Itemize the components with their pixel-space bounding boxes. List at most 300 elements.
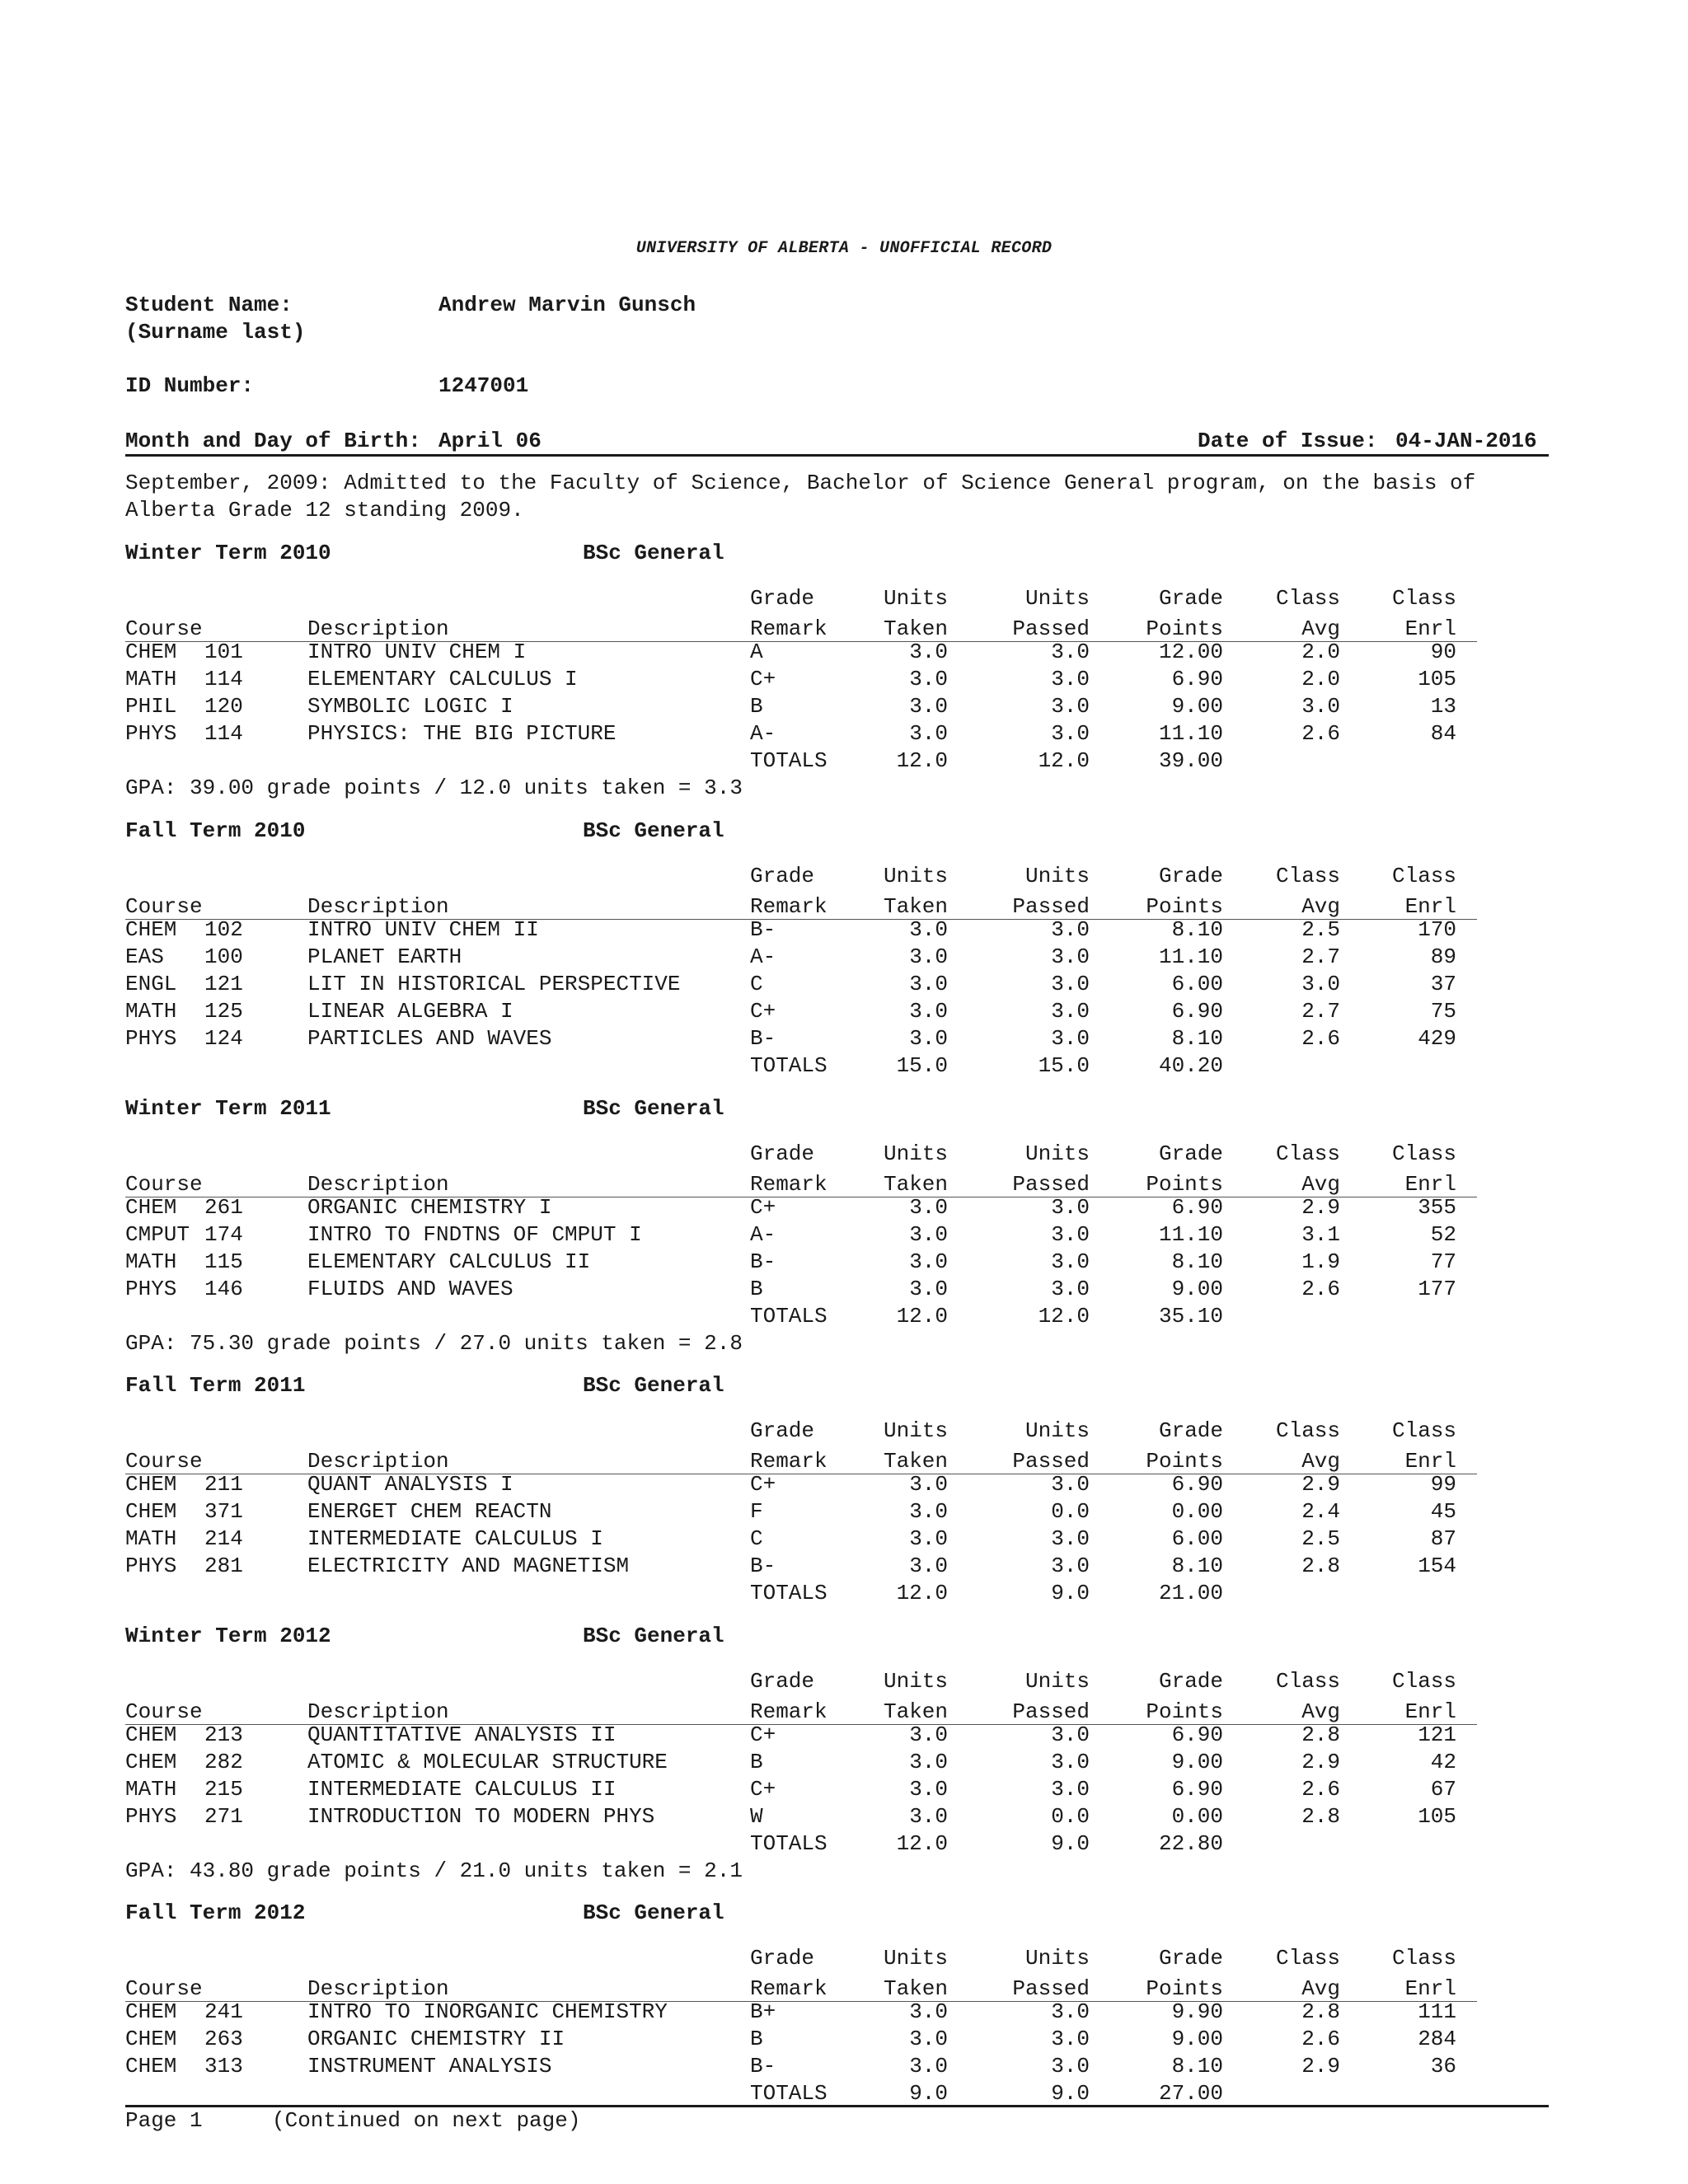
course-grade-points: 6.90 bbox=[1171, 999, 1223, 1024]
course-class-enrl: 52 bbox=[1430, 1222, 1456, 1247]
course-number: 215 bbox=[204, 1777, 243, 1802]
course-class-enrl: 121 bbox=[1418, 1722, 1456, 1747]
course-units-taken: 3.0 bbox=[909, 1777, 948, 1802]
course-class-enrl: 111 bbox=[1418, 1999, 1456, 2024]
course-class-avg: 2.8 bbox=[1301, 1722, 1340, 1747]
course-units-taken: 3.0 bbox=[909, 2027, 948, 2051]
totals-grade-points: 39.00 bbox=[1158, 748, 1223, 773]
birth-value: April 06 bbox=[438, 429, 542, 453]
column-header-description: Description bbox=[307, 894, 449, 919]
course-units-taken: 3.0 bbox=[909, 1499, 948, 1524]
course-subject: PHYS bbox=[125, 1554, 177, 1578]
column-header-top: Class bbox=[1275, 1418, 1340, 1443]
column-header-top: Grade bbox=[1158, 864, 1223, 888]
course-number: 281 bbox=[204, 1554, 243, 1578]
course-class-avg: 3.1 bbox=[1301, 1222, 1340, 1247]
course-number: 100 bbox=[204, 944, 243, 969]
column-header-points: Points bbox=[1146, 616, 1223, 641]
course-grade: C bbox=[750, 972, 763, 996]
student-name-label: Student Name: bbox=[125, 293, 293, 317]
course-class-avg: 2.8 bbox=[1301, 1554, 1340, 1578]
column-header-course: Course bbox=[125, 616, 203, 641]
course-units-passed: 3.0 bbox=[1051, 999, 1090, 1024]
totals-grade-points: 21.00 bbox=[1158, 1581, 1223, 1605]
column-header-avg: Avg bbox=[1301, 616, 1340, 641]
course-grade: C bbox=[750, 1526, 763, 1551]
column-header-top: Class bbox=[1275, 1141, 1340, 1166]
course-units-taken: 3.0 bbox=[909, 1526, 948, 1551]
term-title: Winter Term 2012 bbox=[125, 1624, 331, 1648]
course-grade: B bbox=[750, 1277, 763, 1301]
column-header-remark: Remark bbox=[750, 1976, 828, 2001]
term-title: Fall Term 2011 bbox=[125, 1373, 306, 1398]
column-header-top: Class bbox=[1275, 1669, 1340, 1694]
column-header-remark: Remark bbox=[750, 1172, 828, 1197]
column-header-grade: Grade bbox=[750, 864, 815, 888]
course-class-avg: 2.8 bbox=[1301, 1804, 1340, 1829]
course-class-enrl: 105 bbox=[1418, 1804, 1456, 1829]
column-header-description: Description bbox=[307, 1449, 449, 1474]
course-number: 120 bbox=[204, 694, 243, 719]
column-header-enrl: Enrl bbox=[1404, 894, 1456, 919]
course-grade: F bbox=[750, 1499, 763, 1524]
totals-units-passed: 9.0 bbox=[1051, 2081, 1090, 2106]
course-number: 213 bbox=[204, 1722, 243, 1747]
column-header-avg: Avg bbox=[1301, 1449, 1340, 1474]
column-header-avg: Avg bbox=[1301, 1699, 1340, 1724]
course-class-avg: 2.5 bbox=[1301, 917, 1340, 942]
column-header-grade: Grade bbox=[750, 1141, 815, 1166]
column-header-top: Class bbox=[1391, 1141, 1456, 1166]
course-subject: CHEM bbox=[125, 1499, 177, 1524]
course-units-taken: 3.0 bbox=[909, 1999, 948, 2024]
column-header-top: Units bbox=[1025, 864, 1090, 888]
course-units-passed: 3.0 bbox=[1051, 1277, 1090, 1301]
course-grade-points: 6.90 bbox=[1171, 1472, 1223, 1497]
course-grade: B+ bbox=[750, 1999, 776, 2024]
course-class-avg: 2.9 bbox=[1301, 2054, 1340, 2079]
column-header-top: Grade bbox=[1158, 1141, 1223, 1166]
course-grade: A bbox=[750, 640, 763, 664]
course-units-passed: 0.0 bbox=[1051, 1499, 1090, 1524]
course-subject: PHYS bbox=[125, 1277, 177, 1301]
course-units-taken: 3.0 bbox=[909, 694, 948, 719]
column-header-top: Units bbox=[883, 586, 948, 611]
course-units-taken: 3.0 bbox=[909, 667, 948, 691]
course-description: ENERGET CHEM REACTN bbox=[307, 1499, 552, 1524]
course-number: 271 bbox=[204, 1804, 243, 1829]
course-units-taken: 3.0 bbox=[909, 721, 948, 746]
course-grade: B- bbox=[750, 1026, 776, 1051]
course-class-enrl: 87 bbox=[1430, 1526, 1456, 1551]
totals-units-taken: 12.0 bbox=[896, 1831, 948, 1856]
course-units-taken: 3.0 bbox=[909, 1804, 948, 1829]
course-grade-points: 11.10 bbox=[1158, 944, 1223, 969]
course-grade-points: 8.10 bbox=[1171, 1026, 1223, 1051]
course-units-taken: 3.0 bbox=[909, 640, 948, 664]
course-grade: B- bbox=[750, 917, 776, 942]
course-class-avg: 2.7 bbox=[1301, 944, 1340, 969]
course-number: 261 bbox=[204, 1195, 243, 1220]
course-subject: CHEM bbox=[125, 1999, 177, 2024]
course-subject: CHEM bbox=[125, 2027, 177, 2051]
course-units-taken: 3.0 bbox=[909, 1554, 948, 1578]
course-units-passed: 3.0 bbox=[1051, 667, 1090, 691]
course-class-enrl: 42 bbox=[1430, 1750, 1456, 1774]
course-subject: CMPUT bbox=[125, 1222, 190, 1247]
column-header-remark: Remark bbox=[750, 616, 828, 641]
column-header-enrl: Enrl bbox=[1404, 1699, 1456, 1724]
column-header-top: Units bbox=[883, 1946, 948, 1971]
course-description: INTERMEDIATE CALCULUS II bbox=[307, 1777, 617, 1802]
column-header-description: Description bbox=[307, 1976, 449, 2001]
course-number: 146 bbox=[204, 1277, 243, 1301]
column-header-taken: Taken bbox=[883, 616, 948, 641]
course-class-avg: 2.6 bbox=[1301, 721, 1340, 746]
course-description: INTERMEDIATE CALCULUS I bbox=[307, 1526, 603, 1551]
column-header-taken: Taken bbox=[883, 1172, 948, 1197]
totals-units-taken: 15.0 bbox=[896, 1053, 948, 1078]
column-header-passed: Passed bbox=[1012, 1449, 1090, 1474]
course-number: 313 bbox=[204, 2054, 243, 2079]
course-subject: ENGL bbox=[125, 972, 177, 996]
course-grade: B- bbox=[750, 2054, 776, 2079]
course-grade: C+ bbox=[750, 1722, 776, 1747]
column-header-description: Description bbox=[307, 616, 449, 641]
course-number: 124 bbox=[204, 1026, 243, 1051]
course-units-taken: 3.0 bbox=[909, 972, 948, 996]
course-description: INTRO TO FNDTNS OF CMPUT I bbox=[307, 1222, 642, 1247]
course-class-enrl: 355 bbox=[1418, 1195, 1456, 1220]
term-program: BSc General bbox=[583, 1624, 724, 1648]
course-units-passed: 3.0 bbox=[1051, 972, 1090, 996]
continued-note: (Continued on next page) bbox=[272, 2108, 581, 2133]
column-header-points: Points bbox=[1146, 1449, 1223, 1474]
column-header-description: Description bbox=[307, 1172, 449, 1197]
course-number: 114 bbox=[204, 721, 243, 746]
column-header-course: Course bbox=[125, 1699, 203, 1724]
course-units-taken: 3.0 bbox=[909, 1222, 948, 1247]
course-units-taken: 3.0 bbox=[909, 1195, 948, 1220]
column-header-avg: Avg bbox=[1301, 894, 1340, 919]
course-description: INTRO TO INORGANIC CHEMISTRY bbox=[307, 1999, 668, 2024]
totals-grade-points: 40.20 bbox=[1158, 1053, 1223, 1078]
course-grade: B bbox=[750, 1750, 763, 1774]
course-number: 115 bbox=[204, 1249, 243, 1274]
course-grade-points: 9.00 bbox=[1171, 2027, 1223, 2051]
id-number-value: 1247001 bbox=[438, 373, 529, 398]
course-grade: C+ bbox=[750, 1777, 776, 1802]
column-header-grade: Grade bbox=[750, 1669, 815, 1694]
student-name-value: Andrew Marvin Gunsch bbox=[438, 293, 696, 317]
course-units-passed: 3.0 bbox=[1051, 1999, 1090, 2024]
column-header-top: Units bbox=[883, 1418, 948, 1443]
course-units-taken: 3.0 bbox=[909, 944, 948, 969]
course-units-passed: 3.0 bbox=[1051, 2027, 1090, 2051]
course-units-taken: 3.0 bbox=[909, 1472, 948, 1497]
column-header-points: Points bbox=[1146, 894, 1223, 919]
column-header-remark: Remark bbox=[750, 1699, 828, 1724]
course-subject: MATH bbox=[125, 999, 177, 1024]
course-units-passed: 0.0 bbox=[1051, 1804, 1090, 1829]
totals-units-passed: 15.0 bbox=[1038, 1053, 1090, 1078]
column-header-top: Class bbox=[1275, 864, 1340, 888]
course-units-passed: 3.0 bbox=[1051, 1222, 1090, 1247]
course-class-avg: 2.9 bbox=[1301, 1750, 1340, 1774]
totals-label: TOTALS bbox=[750, 1581, 828, 1605]
course-grade: B- bbox=[750, 1554, 776, 1578]
course-grade-points: 6.90 bbox=[1171, 1195, 1223, 1220]
course-subject: MATH bbox=[125, 1249, 177, 1274]
course-description: SYMBOLIC LOGIC I bbox=[307, 694, 513, 719]
totals-grade-points: 35.10 bbox=[1158, 1304, 1223, 1329]
course-description: INTRO UNIV CHEM II bbox=[307, 917, 539, 942]
course-description: PLANET EARTH bbox=[307, 944, 462, 969]
course-class-enrl: 84 bbox=[1430, 721, 1456, 746]
course-number: 125 bbox=[204, 999, 243, 1024]
course-number: 101 bbox=[204, 640, 243, 664]
course-units-passed: 3.0 bbox=[1051, 1722, 1090, 1747]
column-header-top: Units bbox=[1025, 1669, 1090, 1694]
course-class-enrl: 89 bbox=[1430, 944, 1456, 969]
course-units-passed: 3.0 bbox=[1051, 917, 1090, 942]
term-gpa: GPA: 43.80 grade points / 21.0 units taken = 2.1 bbox=[125, 1858, 743, 1883]
course-units-passed: 3.0 bbox=[1051, 1750, 1090, 1774]
course-units-passed: 3.0 bbox=[1051, 1777, 1090, 1802]
column-header-top: Units bbox=[1025, 586, 1090, 611]
term-program: BSc General bbox=[583, 1096, 724, 1121]
course-units-passed: 3.0 bbox=[1051, 1195, 1090, 1220]
course-grade: B bbox=[750, 2027, 763, 2051]
column-header-enrl: Enrl bbox=[1404, 616, 1456, 641]
totals-grade-points: 22.80 bbox=[1158, 1831, 1223, 1856]
id-number-label: ID Number: bbox=[125, 373, 255, 398]
term-program: BSc General bbox=[583, 1373, 724, 1398]
column-header-passed: Passed bbox=[1012, 1699, 1090, 1724]
course-class-avg: 2.9 bbox=[1301, 1195, 1340, 1220]
column-header-top: Grade bbox=[1158, 586, 1223, 611]
course-number: 263 bbox=[204, 2027, 243, 2051]
course-number: 371 bbox=[204, 1499, 243, 1524]
course-units-passed: 3.0 bbox=[1051, 721, 1090, 746]
course-description: ELEMENTARY CALCULUS I bbox=[307, 667, 578, 691]
issue-date-value: 04-JAN-2016 bbox=[1395, 429, 1537, 453]
course-units-taken: 3.0 bbox=[909, 1026, 948, 1051]
course-subject: MATH bbox=[125, 667, 177, 691]
course-class-avg: 3.0 bbox=[1301, 694, 1340, 719]
course-class-enrl: 105 bbox=[1418, 667, 1456, 691]
course-class-enrl: 284 bbox=[1418, 2027, 1456, 2051]
course-class-enrl: 67 bbox=[1430, 1777, 1456, 1802]
column-header-top: Units bbox=[883, 1669, 948, 1694]
course-description: ELEMENTARY CALCULUS II bbox=[307, 1249, 591, 1274]
document-title: UNIVERSITY OF ALBERTA - UNOFFICIAL RECORD bbox=[635, 239, 1053, 258]
course-subject: CHEM bbox=[125, 917, 177, 942]
course-grade-points: 12.00 bbox=[1158, 640, 1223, 664]
totals-units-passed: 9.0 bbox=[1051, 1831, 1090, 1856]
course-class-avg: 2.6 bbox=[1301, 2027, 1340, 2051]
course-grade-points: 8.10 bbox=[1171, 2054, 1223, 2079]
column-header-course: Course bbox=[125, 1172, 203, 1197]
course-grade-points: 8.10 bbox=[1171, 1554, 1223, 1578]
column-header-enrl: Enrl bbox=[1404, 1449, 1456, 1474]
course-class-enrl: 77 bbox=[1430, 1249, 1456, 1274]
admission-line-2: Alberta Grade 12 standing 2009. bbox=[125, 498, 524, 523]
totals-grade-points: 27.00 bbox=[1158, 2081, 1223, 2106]
course-units-passed: 3.0 bbox=[1051, 1249, 1090, 1274]
course-class-avg: 2.9 bbox=[1301, 1472, 1340, 1497]
totals-label: TOTALS bbox=[750, 1053, 828, 1078]
column-header-remark: Remark bbox=[750, 1449, 828, 1474]
column-header-top: Class bbox=[1275, 1946, 1340, 1971]
course-subject: CHEM bbox=[125, 1195, 177, 1220]
column-header-top: Grade bbox=[1158, 1669, 1223, 1694]
course-subject: MATH bbox=[125, 1777, 177, 1802]
term-gpa: GPA: 39.00 grade points / 12.0 units taken = 3.3 bbox=[125, 776, 743, 800]
course-description: INSTRUMENT ANALYSIS bbox=[307, 2054, 552, 2079]
course-grade: B- bbox=[750, 1249, 776, 1274]
term-program: BSc General bbox=[583, 818, 724, 843]
course-class-avg: 2.0 bbox=[1301, 640, 1340, 664]
column-header-top: Class bbox=[1391, 1418, 1456, 1443]
course-grade: A- bbox=[750, 944, 776, 969]
course-grade-points: 9.00 bbox=[1171, 1277, 1223, 1301]
course-units-passed: 3.0 bbox=[1051, 640, 1090, 664]
column-header-course: Course bbox=[125, 1449, 203, 1474]
course-description: LIT IN HISTORICAL PERSPECTIVE bbox=[307, 972, 681, 996]
course-grade-points: 11.10 bbox=[1158, 721, 1223, 746]
course-number: 214 bbox=[204, 1526, 243, 1551]
course-class-avg: 2.6 bbox=[1301, 1026, 1340, 1051]
term-title: Winter Term 2010 bbox=[125, 541, 331, 565]
course-grade-points: 6.90 bbox=[1171, 1722, 1223, 1747]
course-subject: CHEM bbox=[125, 2054, 177, 2079]
column-header-course: Course bbox=[125, 894, 203, 919]
admission-line-1: September, 2009: Admitted to the Faculty of Science, Bachelor of Science General program, on the basis of bbox=[125, 471, 1476, 495]
course-class-avg: 2.6 bbox=[1301, 1277, 1340, 1301]
course-description: QUANT ANALYSIS I bbox=[307, 1472, 513, 1497]
course-class-enrl: 36 bbox=[1430, 2054, 1456, 2079]
column-header-top: Class bbox=[1391, 864, 1456, 888]
column-header-top: Class bbox=[1391, 586, 1456, 611]
issue-date-label: Date of Issue: bbox=[1198, 429, 1378, 453]
totals-units-taken: 12.0 bbox=[896, 1581, 948, 1605]
course-units-taken: 3.0 bbox=[909, 1722, 948, 1747]
course-subject: EAS bbox=[125, 944, 164, 969]
column-header-avg: Avg bbox=[1301, 1172, 1340, 1197]
page-number: Page 1 bbox=[125, 2108, 203, 2133]
course-class-avg: 2.0 bbox=[1301, 667, 1340, 691]
column-header-top: Class bbox=[1391, 1946, 1456, 1971]
course-units-passed: 3.0 bbox=[1051, 694, 1090, 719]
column-header-taken: Taken bbox=[883, 1976, 948, 2001]
course-class-enrl: 75 bbox=[1430, 999, 1456, 1024]
column-header-grade: Grade bbox=[750, 586, 815, 611]
student-name-sublabel: (Surname last) bbox=[125, 320, 306, 344]
course-grade: C+ bbox=[750, 667, 776, 691]
column-header-passed: Passed bbox=[1012, 894, 1090, 919]
totals-label: TOTALS bbox=[750, 2081, 828, 2106]
course-units-passed: 3.0 bbox=[1051, 1026, 1090, 1051]
term-program: BSc General bbox=[583, 541, 724, 565]
course-class-enrl: 99 bbox=[1430, 1472, 1456, 1497]
course-grade-points: 8.10 bbox=[1171, 1249, 1223, 1274]
course-subject: CHEM bbox=[125, 1722, 177, 1747]
course-subject: PHYS bbox=[125, 721, 177, 746]
column-header-top: Class bbox=[1275, 586, 1340, 611]
course-class-avg: 2.4 bbox=[1301, 1499, 1340, 1524]
course-class-enrl: 154 bbox=[1418, 1554, 1456, 1578]
course-units-taken: 3.0 bbox=[909, 2054, 948, 2079]
column-header-top: Grade bbox=[1158, 1946, 1223, 1971]
course-grade: B bbox=[750, 694, 763, 719]
course-units-passed: 3.0 bbox=[1051, 1526, 1090, 1551]
course-grade: C+ bbox=[750, 1195, 776, 1220]
column-header-top: Units bbox=[1025, 1946, 1090, 1971]
course-grade: A- bbox=[750, 1222, 776, 1247]
course-class-enrl: 45 bbox=[1430, 1499, 1456, 1524]
column-header-taken: Taken bbox=[883, 1699, 948, 1724]
course-subject: PHYS bbox=[125, 1026, 177, 1051]
course-number: 174 bbox=[204, 1222, 243, 1247]
term-title: Fall Term 2010 bbox=[125, 818, 306, 843]
course-grade-points: 8.10 bbox=[1171, 917, 1223, 942]
column-header-remark: Remark bbox=[750, 894, 828, 919]
column-header-top: Grade bbox=[1158, 1418, 1223, 1443]
column-header-top: Units bbox=[1025, 1418, 1090, 1443]
totals-units-taken: 12.0 bbox=[896, 1304, 948, 1329]
course-grade-points: 6.90 bbox=[1171, 1777, 1223, 1802]
totals-units-taken: 12.0 bbox=[896, 748, 948, 773]
course-units-passed: 3.0 bbox=[1051, 1472, 1090, 1497]
course-description: PARTICLES AND WAVES bbox=[307, 1026, 552, 1051]
totals-units-taken: 9.0 bbox=[909, 2081, 948, 2106]
course-number: 282 bbox=[204, 1750, 243, 1774]
totals-label: TOTALS bbox=[750, 1304, 828, 1329]
birth-label: Month and Day of Birth: bbox=[125, 429, 421, 453]
totals-units-passed: 12.0 bbox=[1038, 1304, 1090, 1329]
course-grade-points: 0.00 bbox=[1171, 1499, 1223, 1524]
course-class-enrl: 177 bbox=[1418, 1277, 1456, 1301]
column-header-top: Units bbox=[883, 864, 948, 888]
course-units-taken: 3.0 bbox=[909, 999, 948, 1024]
totals-label: TOTALS bbox=[750, 748, 828, 773]
course-grade-points: 9.00 bbox=[1171, 1750, 1223, 1774]
term-title: Winter Term 2011 bbox=[125, 1096, 331, 1121]
course-class-enrl: 90 bbox=[1430, 640, 1456, 664]
course-number: 121 bbox=[204, 972, 243, 996]
course-description: PHYSICS: THE BIG PICTURE bbox=[307, 721, 617, 746]
course-class-avg: 2.8 bbox=[1301, 1999, 1340, 2024]
course-units-taken: 3.0 bbox=[909, 1277, 948, 1301]
course-number: 102 bbox=[204, 917, 243, 942]
course-grade: C+ bbox=[750, 999, 776, 1024]
course-class-avg: 1.9 bbox=[1301, 1249, 1340, 1274]
course-units-passed: 3.0 bbox=[1051, 2054, 1090, 2079]
course-description: FLUIDS AND WAVES bbox=[307, 1277, 513, 1301]
column-header-points: Points bbox=[1146, 1699, 1223, 1724]
course-class-enrl: 13 bbox=[1430, 694, 1456, 719]
course-units-passed: 3.0 bbox=[1051, 944, 1090, 969]
course-class-enrl: 170 bbox=[1418, 917, 1456, 942]
column-header-passed: Passed bbox=[1012, 1172, 1090, 1197]
column-header-enrl: Enrl bbox=[1404, 1976, 1456, 2001]
course-grade-points: 11.10 bbox=[1158, 1222, 1223, 1247]
totals-units-passed: 12.0 bbox=[1038, 748, 1090, 773]
column-header-grade: Grade bbox=[750, 1946, 815, 1971]
term-title: Fall Term 2012 bbox=[125, 1900, 306, 1925]
course-description: INTRO UNIV CHEM I bbox=[307, 640, 527, 664]
